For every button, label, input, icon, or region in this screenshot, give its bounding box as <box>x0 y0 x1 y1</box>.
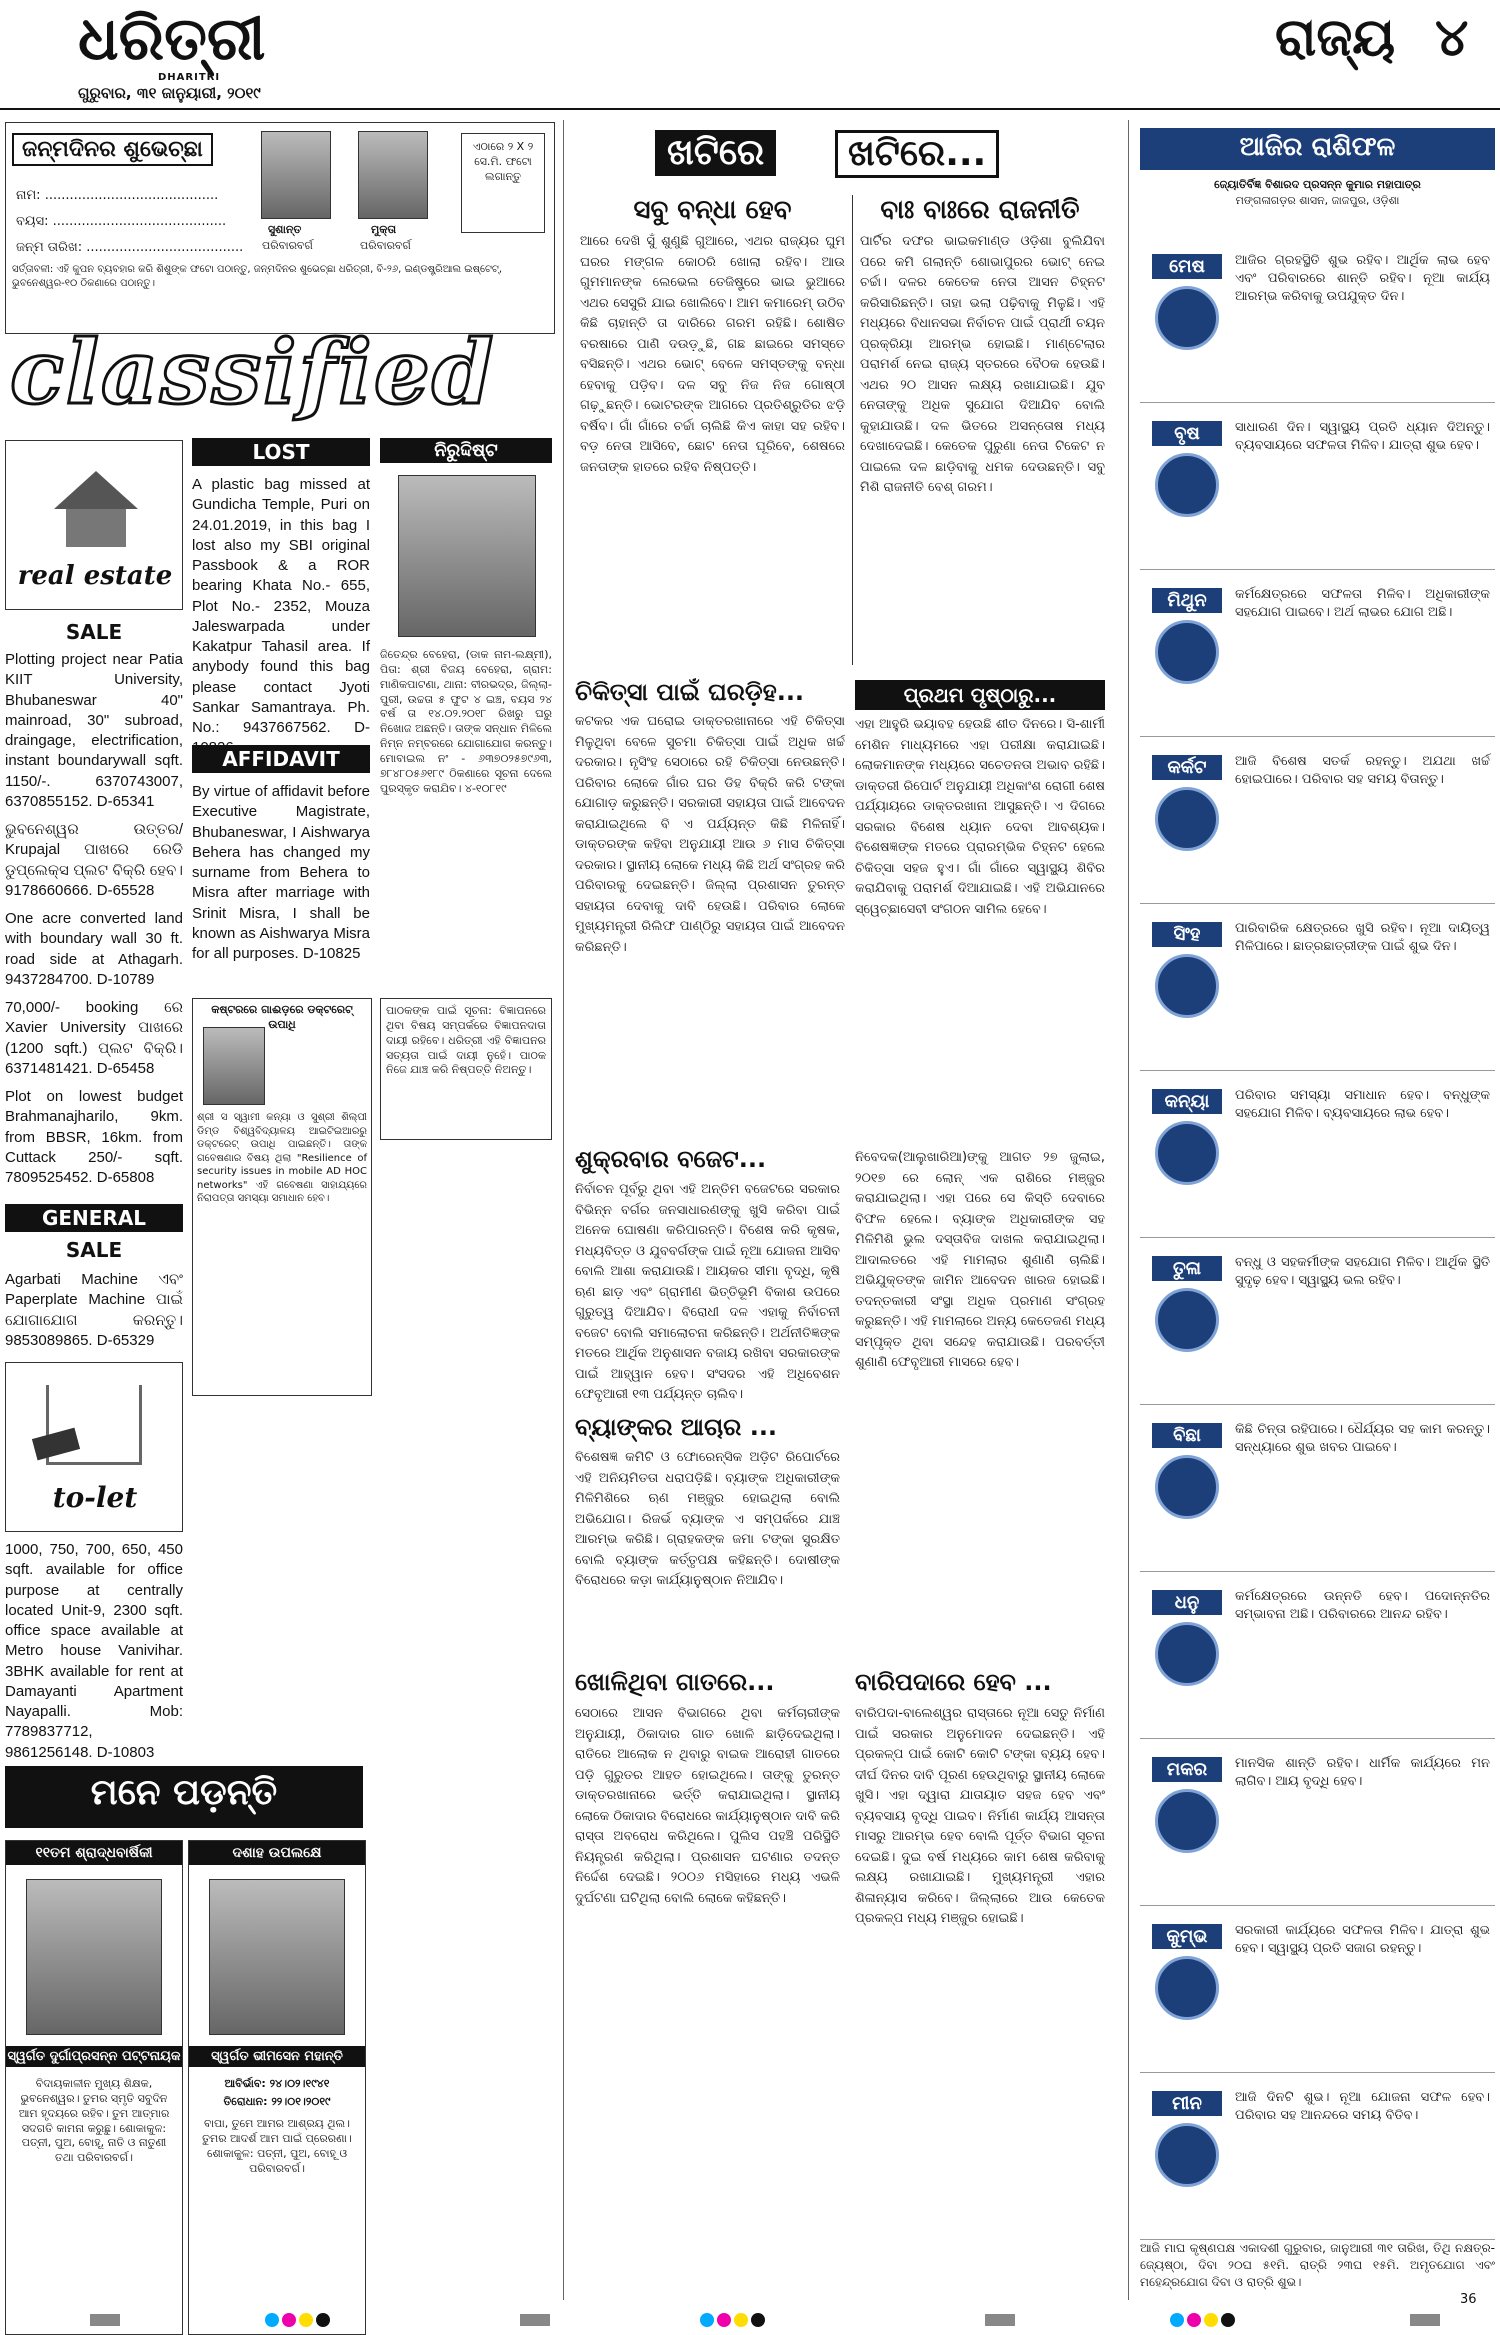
house-icon <box>54 471 138 509</box>
missing-text: ଜିତେନ୍ଦ୍ର ବେହେରା, (ଡାକ ନାମ-ଲକ୍ଷ୍ମୀ), ପିତା: ଶ୍ରୀ ବିଜୟ ବେହେରା, ଗ୍ରାମ: ମାଣିକପାଟଣା, ଥାନା: ବୀରଭଦ୍ର, ଜିଲ୍ଲା-ପୁରୀ, ଉଚ୍ଚତା ୫ ଫୁଟ ୪ ଇଞ୍ଚ, ବୟସ ୨୪ ବର୍ଷ ତା ୧୪.୦୨.୨୦୧୮ ରିଖରୁ ଘରୁ ନିଖୋଜ ଅଛନ୍ତି। ତାଙ୍କ ସନ୍ଧାନ ମିଳିଲେ ନିମ୍ନ ନମ୍ବରରେ ଯୋଗାଯୋଗ କରନ୍ତୁ। ମୋବାଇଲ ନଂ - ୬୩୭୦୨୫୭୯୬୩, ୭୮୪୮୦୫୬୧୮୯ ଠିକଣାରେ ସୂଚନା ଦେଲେ ପୁରସ୍କୃତ କରାଯିବ। ୪-୧୦୮୧୯ <box>380 648 552 795</box>
sale-ad: One acre converted land with boundary wall 30 ft. road side at Athagarh. 9437284700. D-10789 <box>5 910 183 988</box>
obituary-left-name: ସ୍ୱର୍ଗତ ଦୁର୍ଗାପ୍ରସନ୍ନ ପଟ୍ଟନାୟକ <box>6 2046 182 2067</box>
goat-icon <box>1155 1789 1219 1853</box>
obituary-right-head: ଦଶାହ ଉପଲକ୍ଷେ <box>189 1841 365 1865</box>
honour-text: ଶ୍ରୀ ସ ସ୍ୱାମୀ କନ୍ୟା ଓ ସୁଶ୍ରୀ ଶିଲ୍ପୀ ଡିମ୍ଡ ବିଶ୍ୱବିଦ୍ୟାଳୟ ଆଇଟିଇଆରରୁ ଡକ୍ଟରେଟ୍ ଉପାଧି ପାଇଛନ୍ତି। ତାଙ୍କ ଗବେଷଣାର ବିଷୟ ଥିଲା "Resilience of security issues in mobile AD HOC networks" ଏହି ଗବେଷଣା ସାହାଯ୍ୟରେ ନିରାପତ୍ତା ସମସ୍ୟା ସମାଧାନ ହେବ। <box>197 1112 367 1204</box>
birthday-field-age: ବୟସ: .......................................... <box>16 214 227 229</box>
bank-text: ବିଶେଷଜ୍ଞ କମିଟି ଓ ଫୋରେନ୍ସିକ ଅଡ଼ିଟ ରିପୋର୍ଟରେ ଏହି ଅନିୟମିତତା ଧରାପଡ଼ିଛି। ବ୍ୟାଙ୍କ ଅଧିକାରୀଙ୍କ ମିଳିମିଶିରେ ଋଣ ମଞ୍ଜୁର ହୋଇଥିଲା ବୋଲି ଅଭିଯୋଗ। ରିଜର୍ଭ ବ୍ୟାଙ୍କ ଏ ସମ୍ପର୍କରେ ଯାଞ୍ଚ ଆରମ୍ଭ କରିଛି। ଗ୍ରାହକଙ୍କ ଜମା ଟଙ୍କା ସୁରକ୍ଷିତ ବୋଲି ବ୍ୟାଙ୍କ କର୍ତ୍ତୃପକ୍ଷ କହିଛନ୍ତି। ଦୋଷୀଙ୍କ ବିରୋଧରେ କଡ଼ା କାର୍ଯ୍ୟାନୁଷ୍ଠାନ ନିଆଯିବ। <box>575 1450 840 1589</box>
zodiac-row-scorpio <box>1140 1405 1495 1572</box>
bank-title: ବ୍ୟାଙ୍କର ଆଚାର ... <box>575 1413 778 1441</box>
zodiac-row-aries <box>1140 236 1495 403</box>
rashifal-author-sub: ମଙ୍ଗଳାଗଡ଼ର ଶାସନ, ଜାଜପୁର, ଓଡ଼ିଶା <box>1235 194 1400 207</box>
general-ad: Agarbati Machine ଏବଂ Paperplate Machine ପାଇଁ ଯୋଗାଯୋଗ କରନ୍ତୁ। 9853089865. D-65329 <box>5 1271 183 1349</box>
sale-ads <box>5 650 183 1188</box>
zodiac-label: ମିଥୁନ <box>1152 588 1222 613</box>
scorpion-icon <box>1155 1455 1219 1519</box>
column-rule <box>1128 120 1129 2300</box>
obituary-left-text: ବିଦାୟକାଳୀନ ମୁଖ୍ୟ ଶିକ୍ଷକ, ଭୁବନେଶ୍ୱର। ତୁମର ସ୍ମୃତି ସବୁଦିନ ଆମ ହୃଦୟରେ ରହିବ। ତୁମ ଆତ୍ମାର ସଦଗତି କାମନା କରୁଛୁ। ଶୋକାକୁଳ: ପତ୍ନୀ, ପୁଅ, ବୋହୂ, ନାତି ଓ ନାତୁଣୀ ତଥା ପରିବାରବର୍ଗ। <box>18 2077 170 2165</box>
kid-sub-1: ପରିବାରବର୍ଗ <box>262 239 313 252</box>
twins-icon <box>1155 620 1219 684</box>
logo-sub: DHARITRI <box>158 72 221 83</box>
obituary-left-head: ୧୧ତମ ଶ୍ରାଦ୍ଧବାର୍ଷିକୀ <box>6 1841 182 1865</box>
color-dots <box>1170 2312 1238 2331</box>
birthday-field-name: ନାମ: .......................................... <box>16 188 219 203</box>
scales-icon <box>1155 1288 1219 1352</box>
zodiac-label: କୁମ୍ଭ <box>1152 1924 1222 1949</box>
zodiac-row-capricorn <box>1140 1739 1495 1906</box>
khitire-col1-title: ସବୁ ବନ୍ଧା ହେବ <box>633 195 792 225</box>
rashifal-title: ଆଜିର ରାଶିଫଳ <box>1239 132 1396 162</box>
khitire-col1-text: ଆରେ ଦେଖି ସୁଁ ଶୁଣୁଛି ଗୁଆରେ, ଏଥର ରାଜ୍ୟର ଘୁମ ଘରର ମଙ୍ଗଳ କୋଠରି ଖୋଲା ରହିବ। ଆଉ ଗୁମମାନଙ୍କ ଲେଭେଲ ତେଜିଷ୍ଟ୍ରେ ଭାଇ ଭୁଆରେ ଏଥର ସେସୁରି ଯାଇ ଖୋଲିବେ। ଆମ କମାରେମ୍ ଉଠିବ କିଛି ଚାହାନ୍ତି ତା ଦାରିରେ ଗରମ ରହିଛି। ଶୋଷିତ ବରଷାରେ ପାଣି ଦଉଡ଼ୁଛି, ଗଛ ଛାଇରେ ସମସ୍ତେ ବସିଛନ୍ତି। ଏଥର ଭୋଟ୍ ବେଳେ ସମସ୍ତଙ୍କୁ ବନ୍ଧା ହେବାକୁ ପଡ଼ିବ। ଦଳ ସବୁ ନିଜ ନିଜ ଗୋଷ୍ଠୀ ଗଢ଼ୁଛନ୍ତି। ଭୋଟରଙ୍କ ଆଗରେ ପ୍ରତିଶ୍ରୁତିର ଝଡ଼ି ବର୍ଷିବ। ଗାଁ ଗାଁରେ ଚର୍ଚ୍ଚା ଚାଲିଛି କିଏ କାହା ସହ ରହିବ। ବଡ଼ ନେତା ଆସିବେ, ଛୋଟ ନେତା ଘୂରିବେ, ଶେଷରେ ଜନତାଙ୍କ ହାତରେ ରହିବ ନିଷ୍ପତ୍ତି। <box>580 234 845 475</box>
khitire-banner <box>575 128 1100 188</box>
rashifal-author: ଜ୍ୟୋତିର୍ବିଜ୍ଞ ବିଶାରଦ ପ୍ରସନ୍ନ କୁମାର ମହାପାତ୍ର <box>1214 178 1421 191</box>
ram-icon <box>1155 286 1219 350</box>
mane-padanti-title: ମନେ ପଡ଼ନ୍ତି <box>90 1772 278 1813</box>
house-body <box>66 509 126 547</box>
missing-person-photo <box>398 475 536 637</box>
lion-icon <box>1155 954 1219 1018</box>
section-title: ରାଜ୍ୟ <box>1275 8 1396 68</box>
pratham-text: ଏହା ଆହୁରି ଭୟାବହ ହେଉଛି ଶୀତ ଦିନରେ। ସି-ଶାର୍ମୀ ମେଶିନ ମାଧ୍ୟମରେ ଏହା ପରୀକ୍ଷା କରାଯାଇଛି। ଲୋକମାନଙ୍କ ମଧ୍ୟରେ ସଚେତନତା ଅଭାବ ରହିଛି। ଡାକ୍ତରୀ ରିପୋର୍ଟ ଅନୁଯାୟୀ ଅଧିକାଂଶ ରୋଗୀ ଶେଷ ପର୍ଯ୍ୟାୟରେ ଡାକ୍ତରଖାନା ଆସୁଛନ୍ତି। ଏ ଦିଗରେ ସରକାର ବିଶେଷ ଧ୍ୟାନ ଦେବା ଆବଶ୍ୟକ। ବିଶେଷଜ୍ଞଙ୍କ ମତରେ ପ୍ରାରମ୍ଭିକ ଚିହ୍ନଟ ହେଲେ ଚିକିତ୍ସା ସହଜ ହୁଏ। ଗାଁ ଗାଁରେ ସ୍ୱାସ୍ଥ୍ୟ ଶିବିର କରାଯିବାକୁ ପରାମର୍ଶ ଦିଆଯାଇଛି। ଏହି ଅଭିଯାନରେ ସ୍ୱେଚ୍ଛାସେବୀ ସଂଗଠନ ସାମିଲ ହେବେ। <box>855 717 1105 917</box>
zodiac-label: ସିଂହ <box>1152 922 1222 947</box>
real-estate-badge <box>5 440 183 610</box>
zodiac-label: ତୁଳା <box>1152 1256 1222 1281</box>
zodiac-row-cancer <box>1140 737 1495 904</box>
page-number-badge: ୪ <box>1435 8 1469 68</box>
color-dots <box>265 2312 333 2331</box>
zodiac-row-taurus <box>1140 403 1495 570</box>
general-sale-heading: SALE <box>65 1238 123 1262</box>
archer-icon <box>1155 1622 1219 1686</box>
khitire-col2-title: ବାଃ ବାଃରେ ରାଜନୀତି <box>880 195 1080 225</box>
zodiac-row-virgo <box>1140 1071 1495 1238</box>
pratham-heading: ପ୍ରଥମ ପୃଷ୍ଠାରୁ... <box>855 680 1105 710</box>
zodiac-row-gemini <box>1140 570 1495 737</box>
obituary-right-photo <box>209 1879 345 2035</box>
photo-placeholder: ଏଠାରେ ୨ X ୨ ସେ.ମି. ଫଟୋ ଲଗାନ୍ତୁ <box>461 133 545 233</box>
zodiac-label: ମେଷ <box>1152 254 1222 279</box>
birthday-field-dob: ଜନ୍ମ ତାରିଖ: ...................................... <box>16 240 244 255</box>
to-let-label: to-let <box>52 1481 138 1514</box>
sale-ad: Plotting project near Patia KIIT University, Bhubaneswar 40" mainroad, 30" subroad, draingage, electrification, instant boundarywall sqft. 1150/-. 6370743007, 6370855152. D-65341 <box>5 651 183 810</box>
khitire-title-2: ଖଟିରେ... <box>835 130 999 178</box>
lost-ad: A plastic bag missed at Gundicha Temple, Puri on 24.01.2019, in this bag I lost also my SBI original Passbook & a ROR bearing Khata No.- 655, Plot No.- 2352, Mouza Jaleswarpada under Kakatpur Tahasil area. If anybody found this bag please contact Jyoti Sankar Samantraya. Ph. No.: 9437667562. D- <box>192 476 370 736</box>
zodiac-row-leo <box>1140 904 1495 1071</box>
honour-title: କଷ୍ଟରରେ ଗାଈଡ଼ରେ ଡକ୍ଟରେଟ୍ ଉପାଧି <box>211 1003 353 1031</box>
zodiac-row-pisces <box>1140 2073 1495 2240</box>
maiden-icon <box>1155 1121 1219 1185</box>
zodiac-text: ପାରିବାରିକ କ୍ଷେତ୍ରରେ ଖୁସି ରହିବ। ନୂଆ ଦାୟିତ୍ୱ ମିଳିପାରେ। ଛାତ୍ରଛାତ୍ରୀଙ୍କ ପାଇଁ ଶୁଭ ଦିନ। <box>1235 921 1490 955</box>
khojli-title: ଖୋଳିଥିବା ଗାତରେ... <box>575 1668 775 1696</box>
sale-ad: Plot on lowest budget Brahmanajharilo, 9km. from BBSR, 16km. from Cuttack 250/- sqft. 7809525452. D-65808 <box>5 1088 183 1186</box>
sale-heading: SALE <box>65 620 123 644</box>
real-estate-label: real estate <box>17 561 173 591</box>
zodiac-label: କର୍କଟ <box>1152 755 1222 780</box>
obituary-right-text: ବାପା, ତୁମେ ଆମର ଆଶ୍ରୟ ଥିଲ। ତୁମର ଆଦର୍ଶ ଆମ ପାଇଁ ପ୍ରେରଣା। ଶୋକାକୁଳ: ପତ୍ନୀ, ପୁଅ, ବୋହୂ ଓ ପରିବାରବର୍ଗ। <box>202 2117 352 2175</box>
khojli-text: ସେଠାରେ ଆସନ ବିଭାଗରେ ଥିବା କର୍ମଚାରୀଙ୍କ ଅନୁଯାୟୀ, ଠିକାଦାର ଗାତ ଖୋଳି ଛାଡ଼ିଦେଇଥିଲା। ରାତିରେ ଆଲୋକ ନ ଥିବାରୁ ବାଇକ ଆରୋହୀ ଗାତରେ ପଡ଼ି ଗୁରୁତର ଆହତ ହୋଇଥିଲେ। ତାଙ୍କୁ ତୁରନ୍ତ ଡାକ୍ତରଖାନାରେ ଭର୍ତ୍ତି କରାଯାଇଥିଲା। ସ୍ଥାନୀୟ ଲୋକେ ଠିକାଦାର ବିରୋଧରେ କାର୍ଯ୍ୟାନୁଷ୍ଠାନ ଦାବି କରି ରାସ୍ତା ଅବରୋଧ କରିଥିଲେ। ପୁଲିସ ପହଞ୍ଚି ପରିସ୍ଥିତି ନିୟନ୍ତ୍ରଣ କରିଥିଲା। ପ୍ରଶାସନ ଘଟଣାର ତଦନ୍ତ ନିର୍ଦ୍ଦେଶ ଦେଇଛି। ୨୦୦୬ ମସିହାରେ ମଧ୍ୟ ଏଭଳି ଦୁର୍ଘଟଣା ଘଟିଥିଲା ବୋଲି ଲୋକେ କହିଛନ୍ତି। <box>575 1706 840 1906</box>
chiksha-title: ଚିକିତ୍ସା ପାଇଁ ଘରଡ଼ିହ... <box>575 678 805 706</box>
khitire-title-1: ଖଟିରେ <box>655 130 776 176</box>
masthead-date: ଗୁରୁବାର, ୩୧ ଜାନୁୟାରୀ, ୨୦୧୯ <box>78 84 261 102</box>
kid-photo-2 <box>358 131 428 219</box>
zodiac-text: ଆଜି ଦିନଟି ଶୁଭ। ନୂଆ ଯୋଜନା ସଫଳ ହେବ। ପରିବାର ସହ ଆନନ୍ଦରେ ସମୟ ବିତିବ। <box>1235 2090 1490 2124</box>
zodiac-row-libra <box>1140 1238 1495 1405</box>
shukrabar-text: ନିର୍ବାଚନ ପୂର୍ବରୁ ଥିବା ଏହି ଅନ୍ତିମ ବଜେଟରେ ସରକାର ବିଭିନ୍ନ ବର୍ଗର ଜନସାଧାରଣଙ୍କୁ ଖୁସି କରିବା ପାଇଁ ଅନେକ ଘୋଷଣା କରିପାରନ୍ତି। ବିଶେଷ କରି କୃଷକ, ମଧ୍ୟବିତ୍ତ ଓ ଯୁବବର୍ଗଙ୍କ ପାଇଁ ନୂଆ ଯୋଜନା ଆସିବ ବୋଲି ଆଶା କରାଯାଉଛି। ଆୟକର ସୀମା ବୃଦ୍ଧି, କୃଷି ଋଣ ଛାଡ଼ ଏବଂ ଗ୍ରାମୀଣ ଭିତ୍ତିଭୂମି ବିକାଶ ଉପରେ ଗୁରୁତ୍ୱ ଦିଆଯିବ। ବିରୋଧୀ ଦଳ ଏହାକୁ ନିର୍ବାଚନୀ ବଜେଟ ବୋଲି ସମାଲୋଚନା କରିଛନ୍ତି। ଅର୍ଥନୀତିଜ୍ଞଙ୍କ ମତରେ ଆର୍ଥିକ ଅନୁଶାସନ ବଜାୟ ରଖିବା ସରକାରଙ୍କ ପାଇଁ ଆହ୍ୱାନ ହେବ। ସଂସଦର ଏହି ଅଧିବେଶନ ଫେବୃଆରୀ ୧୩ ପର୍ଯ୍ୟନ୍ତ ଚାଲିବ। <box>575 1182 840 1403</box>
bull-icon <box>1155 453 1219 517</box>
honour-ad <box>192 998 372 1396</box>
zodiac-text: ସରକାରୀ କାର୍ଯ୍ୟରେ ସଫଳତା ମିଳିବ। ଯାତ୍ରା ଶୁଭ ହେବ। ସ୍ୱାସ୍ଥ୍ୟ ପ୍ରତି ସଜାଗ ରହନ୍ତୁ। <box>1235 1923 1490 1957</box>
zodiac-text: ମାନସିକ ଶାନ୍ତି ରହିବ। ଧାର୍ମିକ କାର୍ଯ୍ୟରେ ମନ ଲାଗିବ। ଆୟ ବୃଦ୍ଧି ହେବ। <box>1235 1756 1490 1790</box>
birthday-coupon <box>5 122 555 334</box>
khitire-col2-text: ପାର୍ଟିର ଦଫର ଭାଇକମାଣ୍ଡ ଓଡ଼ିଶା ବୁଲିଯିବା ପରେ କମି ଗଲାନ୍ତି ଶୋଭାପୁରର ଭୋଟ୍ ନେଇ ଚର୍ଚ୍ଚା। ଦଳର କେତେକ ନେତା ଆସନ ଚିହ୍ନଟ କରିସାରିଛନ୍ତି। ତାହା ଭଲା ପଢ଼ିବାକୁ ମିଳୁଛି। ଏହି ମଧ୍ୟରେ ବିଧାନସଭା ନିର୍ବାଚନ ପାଇଁ ପ୍ରାର୍ଥୀ ଚୟନ ପ୍ରକ୍ରିୟା ଆରମ୍ଭ ହୋଇଛି। ମାଣ୍ଟେଲାର ପରାମର୍ଶ ନେଇ ରାଜ୍ୟ ସ୍ତରରେ ବୈଠକ ହେଉଛି। ଏଥର ୨୦ ଆସନ ଲକ୍ଷ୍ୟ ରଖାଯାଇଛି। ଯୁବ ନେତାଙ୍କୁ ଅଧିକ ସୁଯୋଗ ଦିଆଯିବ ବୋଲି କୁହାଯାଉଛି। ଦଳ ଭିତରେ ଅସନ୍ତୋଷ ମଧ୍ୟ ଦେଖାଦେଇଛି। କେତେକ ପୁରୁଣା ନେତା ଟିକେଟ ନ ପାଇଲେ ଦଳ ଛାଡ଼ିବାକୁ ଧମକ ଦେଉଛନ୍ତି। ସବୁ ମିଶି ରାଜନୀତି ବେଶ୍ ଗରମ। <box>860 234 1105 496</box>
masthead-divider <box>0 108 1500 110</box>
zodiac-label: ବୃଷ <box>1152 421 1222 446</box>
zodiac-row-aquarius <box>1140 1906 1495 2073</box>
obituary-right-died: ତିରୋଧାନ: ୨୨।୦୧।୨୦୧୯ <box>223 2095 331 2108</box>
obituary-right-born: ଆବିର୍ଭାବ: ୨୪।୦୨।୧୯୪୧ <box>224 2077 330 2090</box>
birthday-terms: ସର୍ତ୍ତାବଳୀ: ଏହି କୁପନ ବ୍ୟବହାର କରି ଶିଶୁଙ୍କ ଫଟୋ ପଠାନ୍ତୁ, ଜନ୍ମଦିନର ଶୁଭେଚ୍ଛା ଧରିତ୍ରୀ, ବି-୨୬, ଇଣ୍ଡଷ୍ଟ୍ରିଆଲ ଇଷ୍ଟେଟ୍, ଭୁବନେଶ୍ୱର-୧୦ ଠିକଣାରେ ପଠାନ୍ତୁ। <box>12 264 503 289</box>
obituary-left <box>5 1840 183 2335</box>
mane-padanti-banner <box>5 1766 363 1828</box>
classified-title: classified <box>10 320 496 424</box>
rashifal-list <box>1140 236 1495 2240</box>
zodiac-text: ସାଧାରଣ ଦିନ। ସ୍ୱାସ୍ଥ୍ୟ ପ୍ରତି ଧ୍ୟାନ ଦିଅନ୍ତୁ। ବ୍ୟବସାୟରେ ସଫଳତା ମିଳିବ। ଯାତ୍ରା ଶୁଭ ହେବ। <box>1235 420 1490 454</box>
zodiac-row-sagittarius <box>1140 1572 1495 1739</box>
registration-marks <box>0 2312 1500 2332</box>
column-rule <box>563 120 564 2300</box>
zodiac-text: କିଛି ଚିନ୍ତା ରହିପାରେ। ଧୈର୍ଯ୍ୟର ସହ କାମ କରନ୍ତୁ। ସନ୍ଧ୍ୟାରେ ଶୁଭ ଖବର ପାଇବେ। <box>1235 1422 1490 1456</box>
honour-photo <box>203 1027 265 1105</box>
baripada-title: ବାରିପଦାରେ ହେବ ... <box>855 1668 1052 1696</box>
color-dots <box>700 2312 768 2331</box>
rashifal-banner <box>1140 128 1495 170</box>
zodiac-text: କର୍ମକ୍ଷେତ୍ରରେ ସଫଳତା ମିଳିବ। ଅଧିକାରୀଙ୍କ ସହଯୋଗ ପାଇବେ। ଅର୍ଥ ଲାଭର ଯୋଗ ଅଛି। <box>1235 587 1490 621</box>
lost-heading: LOST <box>192 438 370 466</box>
zodiac-text: ବନ୍ଧୁ ଓ ସହକର୍ମୀଙ୍କ ସହଯୋଗ ମିଳିବ। ଆର୍ଥିକ ସ୍ଥିତି ସୁଦୃଢ଼ ହେବ। ସ୍ୱାସ୍ଥ୍ୟ ଭଲ ରହିବ। <box>1235 1255 1490 1289</box>
registration-square <box>90 2314 120 2326</box>
registration-square <box>985 2314 1015 2326</box>
zodiac-label: ଧନୁ <box>1152 1590 1222 1615</box>
khitire-divider <box>852 195 853 665</box>
kid-name-2: ମୁକ୍ତା <box>371 223 397 236</box>
crab-icon <box>1155 787 1219 851</box>
kid-sub-2: ପରିବାରବର୍ଗ <box>360 239 411 252</box>
sale-ad: 70,000/- booking ରେ Xavier University ପାଖରେ (1200 sqft.) ପ୍ଲଟ ବିକ୍ରି। 6371481421. D-65458 <box>5 999 183 1077</box>
zodiac-label: କନ୍ୟା <box>1152 1089 1222 1114</box>
baripada-text: ବାରିପଦା-ବାଲେଶ୍ୱର ରାସ୍ତାରେ ନୂଆ ସେତୁ ନିର୍ମାଣ ପାଇଁ ସରକାର ଅନୁମୋଦନ ଦେଇଛନ୍ତି। ଏହି ପ୍ରକଳ୍ପ ପାଇଁ କୋଟି କୋଟି ଟଙ୍କା ବ୍ୟୟ ହେବ। ଦୀର୍ଘ ଦିନର ଦାବି ପୂରଣ ହେଉଥିବାରୁ ସ୍ଥାନୀୟ ଲୋକେ ଖୁସି। ଏହା ଦ୍ୱାରା ଯାତାୟାତ ସହଜ ହେବ ଏବଂ ବ୍ୟବସାୟ ବୃଦ୍ଧି ପାଇବ। ନିର୍ମାଣ କାର୍ଯ୍ୟ ଆସନ୍ତା ମାସରୁ ଆରମ୍ଭ ହେବ ବୋଲି ପୂର୍ତ୍ତ ବିଭାଗ ସୂଚନା ଦେଇଛି। ଦୁଇ ବର୍ଷ ମଧ୍ୟରେ କାମ ଶେଷ କରିବାକୁ ଲକ୍ଷ୍ୟ ରଖାଯାଇଛି। ମୁଖ୍ୟମନ୍ତ୍ରୀ ଏହାର ଶିଳାନ୍ୟାସ କରିବେ। ଜିଲ୍ଲାରେ ଆଉ କେତେକ ପ୍ରକଳ୍ପ ମଧ୍ୟ ମଞ୍ଜୁର ହୋଇଛି। <box>855 1706 1105 1927</box>
birthday-title: ଜନ୍ମଦିନର ଶୁଭେଚ୍ଛା <box>12 133 213 166</box>
kid-name-1: ସୁଶାନ୍ତ <box>268 223 302 236</box>
rashifal-footer: ଆଜି ମାଘ କୃଷ୍ଣପକ୍ଷ ଏକାଦଶୀ ଗୁରୁବାର, ଜାନୁଆରୀ ୩୧ ତାରିଖ, ତିଥି ନକ୍ଷତ୍ର-ଜ୍ୟେଷ୍ଠା, ଦିବା ୨୦ଘ ୫୧ମି. ରାତ୍ରି ୨୩ଘ ୧୫ମି. ଅମୃତଯୋଗ ଏବଂ ମହେନ୍ଦ୍ରଯୋଗ ଦିବା ଓ ରାତ୍ରି ଶୁଭ। <box>1140 2241 1495 2289</box>
obituary-right <box>188 1840 366 2335</box>
logo: ଧରିତ୍ରୀ <box>78 4 266 74</box>
obituary-right-name: ସ୍ୱର୍ଗତ ଭୀମସେନ ମହାନ୍ତି <box>189 2046 365 2067</box>
fish-icon <box>1155 2123 1219 2187</box>
zodiac-text: ଆଜି ବିଶେଷ ସତର୍କ ରହନ୍ତୁ। ଅଯଥା ଖର୍ଚ୍ଚ ହୋଇପାରେ। ପରିବାର ସହ ସମୟ ବିତାନ୍ତୁ। <box>1235 754 1490 788</box>
kid-photo-1 <box>261 131 331 219</box>
to-let-badge <box>5 1362 183 1532</box>
water-bearer-icon <box>1155 1956 1219 2020</box>
to-let-ad: 1000, 750, 700, 650, 450 sqft. available for office purpose at centrally located Unit-9, 2300 sqft. office space available at Metro house Vanivihar. 3BHK available for rent at Damayanti Apartment Nayapalli. Mob: 7789837712, 9861256148. D-10803 <box>5 1541 183 1761</box>
zodiac-label: ମୀନ <box>1152 2091 1222 2116</box>
zodiac-label: ବିଛା <box>1152 1423 1222 1448</box>
general-heading: GENERAL <box>5 1204 183 1232</box>
zodiac-text: ଆଜିର ଗ୍ରହସ୍ଥିତି ଶୁଭ ରହିବ। ଆର୍ଥିକ ଲାଭ ହେବ ଏବଂ ପରିବାରରେ ଶାନ୍ତି ରହିବ। ନୂଆ କାର୍ଯ୍ୟ ଆରମ୍ଭ କରିବାକୁ ଉପଯୁକ୍ତ ଦିନ। <box>1235 253 1490 305</box>
shukrabar-title: ଶୁକ୍ରବାର ବଜେଟ... <box>575 1145 767 1173</box>
registration-square <box>1410 2314 1440 2326</box>
masthead <box>0 0 1500 115</box>
zodiac-text: ପରିବାର ସମସ୍ୟା ସମାଧାନ ହେବ। ବନ୍ଧୁଙ୍କ ସହଯୋଗ ମିଳିବ। ବ୍ୟବସାୟରେ ଲାଭ ହେବ। <box>1235 1088 1490 1122</box>
zodiac-text: କର୍ମକ୍ଷେତ୍ରରେ ଉନ୍ନତି ହେବ। ପଦୋନ୍ନତିର ସମ୍ଭାବନା ଅଛି। ପରିବାରରେ ଆନନ୍ଦ ରହିବ। <box>1235 1589 1490 1623</box>
right-story-text: ନିବେଦକ(ଆଲୁଖାରିଆ)ଙ୍କୁ ଆଗତ ୨୭ ଜୁଲାଇ, ୨୦୧୭ ରେ ଲୋନ୍ ଏକ ରାଶିରେ ମଞ୍ଜୁର କରାଯାଇଥିଲା। ଏହା ପରେ ସେ କିସ୍ତି ଦେବାରେ ବିଫଳ ହେଲେ। ବ୍ୟାଙ୍କ ଅଧିକାରୀଙ୍କ ସହ ମିଳିମିଶି ଭୁଲ ଦସ୍ତାବିଜ ଦାଖଲ କରାଯାଇଥିଲା। ଆଦାଲତରେ ଏହି ମାମଲାର ଶୁଣାଣି ଚାଲିଛି। ଅଭିଯୁକ୍ତଙ୍କ ଜାମିନ ଆବେଦନ ଖାରଜ ହୋଇଛି। ତଦନ୍ତକାରୀ ସଂସ୍ଥା ଅଧିକ ପ୍ରମାଣ ସଂଗ୍ରହ କରୁଛନ୍ତି। ଏହି ମାମଲାରେ ଅନ୍ୟ କେତେଜଣ ମଧ୍ୟ ସମ୍ପୃକ୍ତ ଥିବା ସନ୍ଦେହ କରାଯାଉଛି। ପରବର୍ତ୍ତୀ ଶୁଣାଣି ଫେବୃଆରୀ ମାସରେ ହେବ। <box>855 1150 1105 1371</box>
folio-number: 36 <box>1460 2292 1477 2307</box>
affidavit-ad: By virtue of affidavit before Executive Magistrate, Bhubaneswar, I Aishwarya Behera has changed my surname from Behera to Misra after marriage with Srinit Misra, I shall be known as Aishwarya Misra for all purposes. D-10825 <box>192 783 370 962</box>
sale-ad: ଭୁବନେଶ୍ୱର ଉତ୍ତର/ Krupajal ପାଖରେ ରେଡି ଡୁପ୍ଲେକ୍ସ ପ୍ଲଟ ବିକ୍ରି ହେବ। 9178660666. D-65528 <box>5 821 183 899</box>
registration-square <box>520 2314 550 2326</box>
reader-notice: ପାଠକଙ୍କ ପାଇଁ ସୂଚନା: ବିଜ୍ଞାପନରେ ଥିବା ବିଷୟ ସମ୍ପର୍କରେ ବିଜ୍ଞାପନଦାତା ଦାୟୀ ରହିବେ। ଧରିତ୍ରୀ ଏହି ବିଜ୍ଞାପନର ସତ୍ୟତା ପାଇଁ ଦାୟୀ ନୁହେଁ। ପାଠକ ନିଜେ ଯାଞ୍ଚ କରି ନିଷ୍ପତ୍ତି ନିଅନ୍ତୁ। <box>380 998 552 1140</box>
missing-heading: ନିରୁଦ୍ଦିଷ୍ଟ <box>380 438 552 463</box>
chiksha-text: କଟକର ଏକ ଘରୋଇ ଡାକ୍ତରଖାନାରେ ଏହି ଚିକିତ୍ସା ମିଳୁଥିବା ବେଳେ ସୁଚମା ଚିକିତ୍ସା ପାଇଁ ଅଧିକ ଖର୍ଚ୍ଚ ଦରକାର। ନୃସିଂହ ସେଠାରେ ରହି ଚିକିତ୍ସା ନେଉଛନ୍ତି। ପରିବାର ଲୋକେ ଗାଁର ଘର ଡିହ ବିକ୍ରି କରି ଟଙ୍କା ଯୋଗାଡ଼ କରୁଛନ୍ତି। ସରକାରୀ ସହାୟତା ପାଇଁ ଆବେଦନ କରାଯାଇଥିଲେ ବି ଏ ପର୍ଯ୍ୟନ୍ତ କିଛି ମିଳିନାହିଁ। ଡାକ୍ତରଙ୍କ କହିବା ଅନୁଯାୟୀ ଆଉ ୬ ମାସ ଚିକିତ୍ସା ଦରକାର। ସ୍ଥାନୀୟ ଲୋକେ ମଧ୍ୟ କିଛି ଅର୍ଥ ସଂଗ୍ରହ କରି ପରିବାରକୁ ଦେଇଛନ୍ତି। ଜିଲ୍ଲା ପ୍ରଶାସନ ତୁରନ୍ତ ସହାୟତା ଦେବାକୁ ଦାବି ହେଉଛି। ପରିବାର ଲୋକେ ମୁଖ୍ୟମନ୍ତ୍ରୀ ରିଲିଫ ପାଣ୍ଠିରୁ ସହାୟତା ପାଇଁ ଆବେଦନ କରିଛନ୍ତି। <box>575 714 845 955</box>
affidavit-heading: AFFIDAVIT <box>192 745 370 773</box>
obituary-left-photo <box>26 1879 162 2035</box>
zodiac-label: ମକର <box>1152 1757 1222 1782</box>
